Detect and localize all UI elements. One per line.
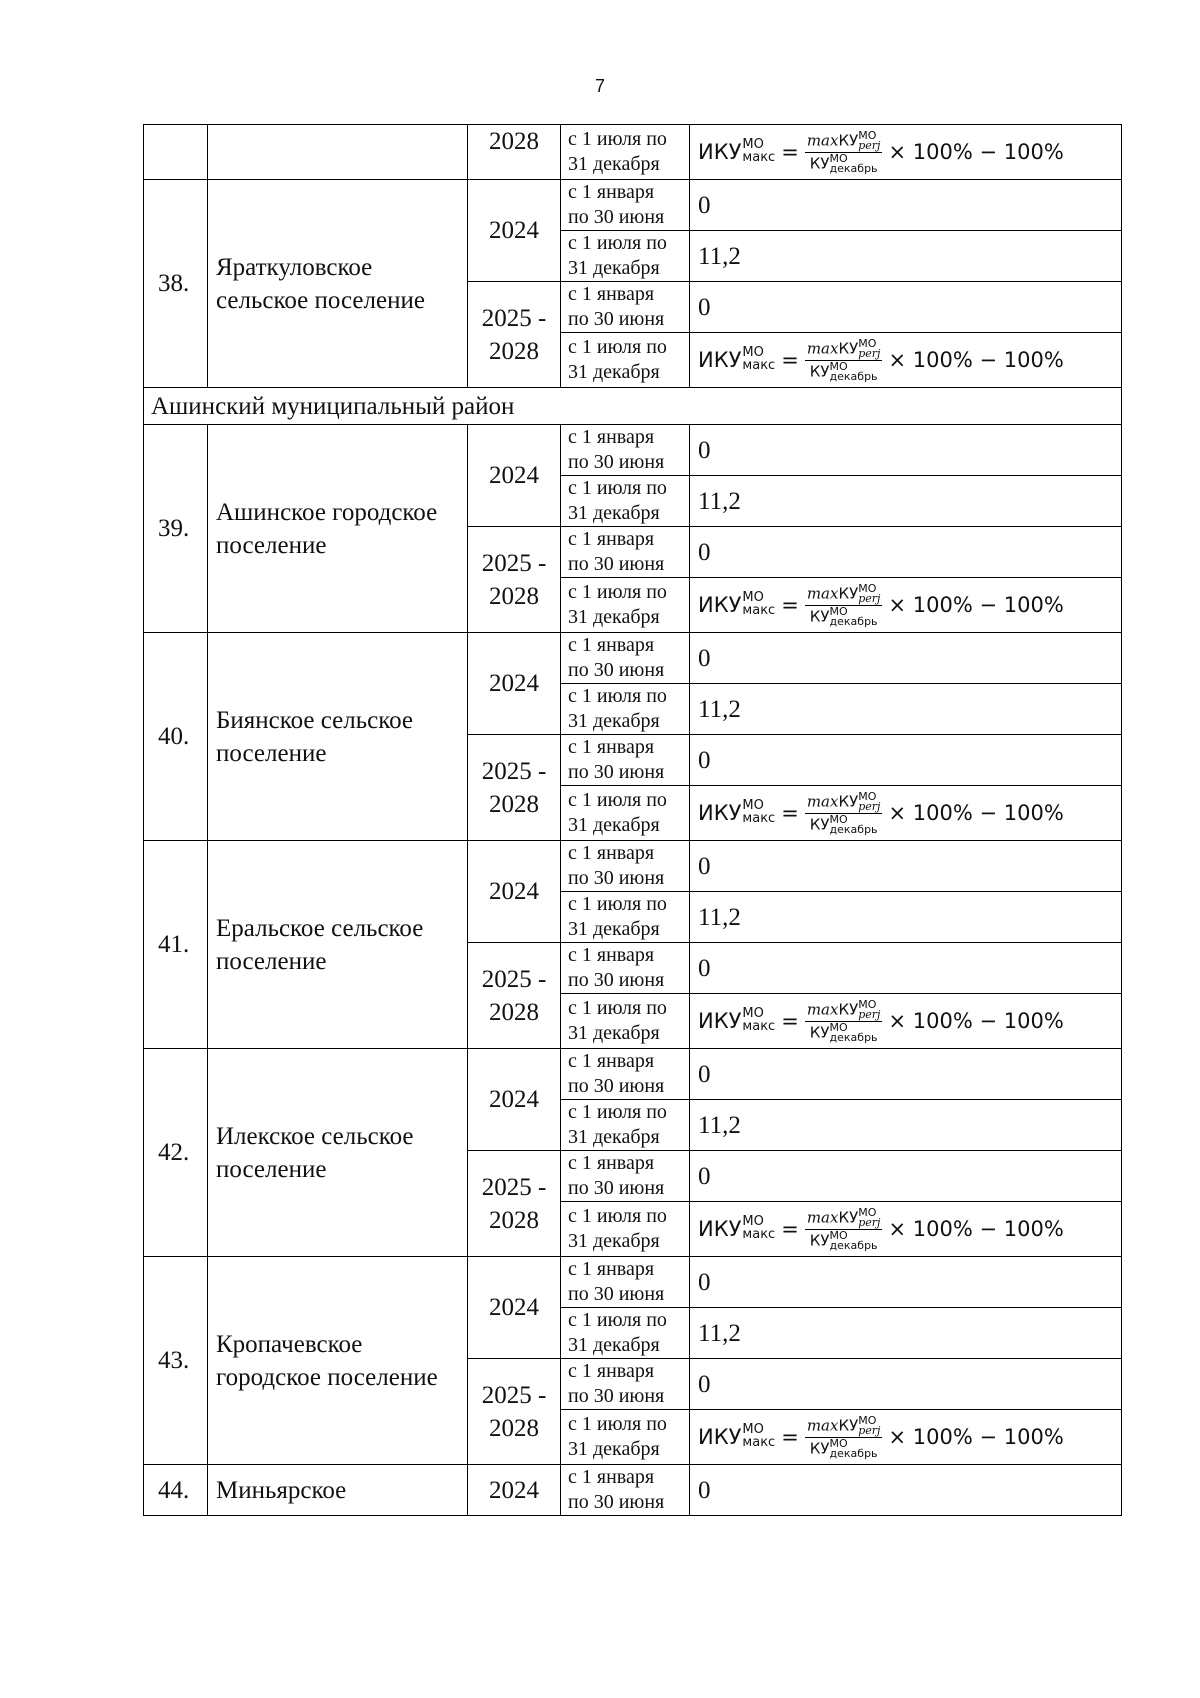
formula-den-sup: МО	[829, 1436, 848, 1450]
period-cell: с 1 июля по 31 декабря	[561, 892, 690, 943]
year-cell: 2024	[468, 425, 561, 527]
tariff-index-table	[143, 124, 1122, 1516]
formula-fraction	[805, 128, 883, 175]
formula	[698, 336, 1064, 383]
value-cell	[690, 994, 1122, 1049]
formula-den-sub: декабрь	[829, 1238, 878, 1252]
formula-prefix-sup: МО	[742, 137, 764, 152]
formula-tail: × 100% − 100%	[888, 592, 1064, 617]
formula-num-main: КУ	[838, 1000, 859, 1018]
formula-den-sup: МО	[829, 1020, 848, 1034]
period-cell: с 1 июля по 31 декабря	[561, 1410, 690, 1465]
period-cell: с 1 июля по 31 декабря	[561, 786, 690, 841]
row-number: 38.	[144, 180, 208, 388]
value-cell: 0	[690, 1151, 1122, 1202]
formula-denominator	[810, 1438, 878, 1459]
formula-num-sub: perj	[858, 138, 881, 152]
year-cell: 2025 - 2028	[468, 282, 561, 388]
value-cell: 0	[690, 1257, 1122, 1308]
formula-prefix-sub: макс	[742, 150, 776, 165]
formula-den-sub: декабрь	[829, 161, 878, 175]
table-row	[144, 633, 1122, 684]
value-cell: 11,2	[690, 231, 1122, 282]
formula-num-sup: МО	[858, 581, 877, 595]
formula-prefix-sub: макс	[742, 811, 776, 826]
formula	[698, 1205, 1064, 1252]
period-cell: с 1 января по 30 июня	[561, 282, 690, 333]
formula-num-prefix: max	[806, 339, 839, 357]
formula-prefix: ИКУ	[698, 592, 742, 617]
formula-den-main: КУ	[809, 1439, 830, 1457]
year-cell: 2028	[468, 125, 561, 180]
formula-den-indices	[829, 151, 878, 175]
formula-num-sub: perj	[858, 346, 881, 360]
table-row	[144, 1257, 1122, 1308]
formula-prefix-sub: макс	[742, 603, 776, 618]
value-cell: 0	[690, 180, 1122, 231]
formula-num-main: КУ	[838, 792, 859, 810]
period-cell: с 1 января по 30 июня	[561, 1151, 690, 1202]
value-cell: 11,2	[690, 892, 1122, 943]
formula-fraction	[805, 1413, 883, 1460]
formula-num-indices	[858, 997, 881, 1021]
formula-den-sup: МО	[829, 604, 848, 618]
formula-den-main: КУ	[809, 1231, 830, 1249]
formula-num-prefix: max	[806, 1000, 839, 1018]
formula-prefix: ИКУ	[698, 1008, 742, 1033]
year-cell: 2025 - 2028	[468, 1359, 561, 1465]
formula-den-indices	[829, 1436, 878, 1460]
value-cell: 11,2	[690, 1308, 1122, 1359]
period-cell: с 1 января по 30 июня	[561, 180, 690, 231]
period-cell: с 1 января по 30 июня	[561, 1257, 690, 1308]
formula-num-sub: perj	[858, 1423, 881, 1437]
formula-den-main: КУ	[809, 815, 830, 833]
year-cell: 2024	[468, 1049, 561, 1151]
formula-num-indices	[858, 581, 881, 605]
formula-den-sup: МО	[829, 151, 848, 165]
formula-num-indices	[858, 1205, 881, 1229]
formula-num-sub: perj	[858, 799, 881, 813]
formula-equals: =	[781, 1216, 799, 1241]
formula-prefix-indices	[742, 138, 775, 164]
formula-prefix-indices	[742, 1215, 775, 1241]
formula-prefix-sup: МО	[742, 1006, 764, 1021]
settlement-name: Яраткуловское сельское поселение	[208, 180, 468, 388]
formula-num-prefix: max	[806, 1416, 839, 1434]
formula-num-main: КУ	[838, 1416, 859, 1434]
value-cell	[690, 1202, 1122, 1257]
formula-num-sub: perj	[858, 1007, 881, 1021]
formula-den-sub: декабрь	[829, 822, 878, 836]
formula-tail: × 100% − 100%	[888, 1008, 1064, 1033]
formula-den-sub: декабрь	[829, 369, 878, 383]
formula-den-indices	[829, 812, 878, 836]
formula-equals: =	[781, 592, 799, 617]
formula-denominator	[810, 814, 878, 835]
formula-numerator	[805, 997, 883, 1022]
formula-num-main: КУ	[838, 584, 859, 602]
period-cell: с 1 июля по 31 декабря	[561, 125, 690, 180]
formula	[698, 997, 1064, 1044]
formula-tail: × 100% − 100%	[888, 1216, 1064, 1241]
formula-den-sub: декабрь	[829, 614, 878, 628]
formula-num-sup: МО	[858, 128, 877, 142]
formula	[698, 789, 1064, 836]
period-cell: с 1 июля по 31 декабря	[561, 684, 690, 735]
settlement-name: Еральское сельское поселение	[208, 841, 468, 1049]
row-number: 40.	[144, 633, 208, 841]
row-number	[144, 125, 208, 180]
formula-num-sup: МО	[858, 1205, 877, 1219]
formula-fraction	[805, 1205, 883, 1252]
formula-denominator	[810, 606, 878, 627]
formula-prefix-sup: МО	[742, 345, 764, 360]
row-number: 43.	[144, 1257, 208, 1465]
settlement-name: Миньярское	[208, 1465, 468, 1516]
value-cell: 11,2	[690, 684, 1122, 735]
formula-equals: =	[781, 139, 799, 164]
formula-numerator	[805, 336, 883, 361]
formula-equals: =	[781, 347, 799, 372]
formula-den-indices	[829, 604, 878, 628]
formula-tail: × 100% − 100%	[888, 347, 1064, 372]
year-cell: 2025 - 2028	[468, 527, 561, 633]
period-cell: с 1 июля по 31 декабря	[561, 333, 690, 388]
formula-prefix: ИКУ	[698, 1216, 742, 1241]
row-number: 42.	[144, 1049, 208, 1257]
table-row	[144, 841, 1122, 892]
table-row	[144, 180, 1122, 231]
formula-prefix-indices	[742, 591, 775, 617]
page-number: 7	[594, 76, 605, 96]
period-cell: с 1 января по 30 июня	[561, 425, 690, 476]
year-cell: 2025 - 2028	[468, 1151, 561, 1257]
year-cell: 2025 - 2028	[468, 943, 561, 1049]
value-cell	[690, 333, 1122, 388]
formula	[698, 581, 1064, 628]
value-cell: 11,2	[690, 1100, 1122, 1151]
formula-prefix: ИКУ	[698, 347, 742, 372]
value-cell	[690, 578, 1122, 633]
formula-prefix-sub: макс	[742, 358, 776, 373]
period-cell: с 1 июля по 31 декабря	[561, 476, 690, 527]
value-cell	[690, 786, 1122, 841]
period-cell: с 1 января по 30 июня	[561, 841, 690, 892]
value-cell	[690, 125, 1122, 180]
period-cell: с 1 июля по 31 декабря	[561, 1308, 690, 1359]
formula-numerator	[805, 1413, 883, 1438]
formula-fraction	[805, 581, 883, 628]
value-cell: 0	[690, 1359, 1122, 1410]
formula-fraction	[805, 789, 883, 836]
district-row	[144, 388, 1122, 425]
formula-num-indices	[858, 336, 881, 360]
period-cell: с 1 января по 30 июня	[561, 735, 690, 786]
formula-num-indices	[858, 128, 881, 152]
formula-tail: × 100% − 100%	[888, 139, 1064, 164]
settlement-name: Илекское сельское поселение	[208, 1049, 468, 1257]
value-cell: 0	[690, 735, 1122, 786]
formula-den-main: КУ	[809, 362, 830, 380]
formula-numerator	[805, 1205, 883, 1230]
formula-num-indices	[858, 789, 881, 813]
formula-num-sup: МО	[858, 997, 877, 1011]
formula-prefix-indices	[742, 346, 775, 372]
table-row	[144, 425, 1122, 476]
year-cell: 2024	[468, 1465, 561, 1516]
formula-num-sub: perj	[858, 1215, 881, 1229]
formula-numerator	[805, 581, 883, 606]
formula-den-indices	[829, 359, 878, 383]
value-cell: 0	[690, 1465, 1122, 1516]
formula-denominator	[810, 1230, 878, 1251]
formula-prefix: ИКУ	[698, 139, 742, 164]
formula-den-main: КУ	[809, 154, 830, 172]
formula-numerator	[805, 128, 883, 153]
formula-denominator	[810, 361, 878, 382]
formula-prefix-sub: макс	[742, 1435, 776, 1450]
formula-prefix-sup: МО	[742, 590, 764, 605]
value-cell: 0	[690, 1049, 1122, 1100]
formula-den-main: КУ	[809, 1023, 830, 1041]
table-row	[144, 1465, 1122, 1516]
formula-tail: × 100% − 100%	[888, 800, 1064, 825]
formula-den-main: КУ	[809, 607, 830, 625]
formula-den-sub: декабрь	[829, 1446, 878, 1460]
table-row	[144, 125, 1122, 180]
value-cell: 0	[690, 527, 1122, 578]
period-cell: с 1 июля по 31 декабря	[561, 231, 690, 282]
formula-num-sub: perj	[858, 591, 881, 605]
formula-num-sup: МО	[858, 336, 877, 350]
formula-equals: =	[781, 1424, 799, 1449]
formula-fraction	[805, 997, 883, 1044]
formula-num-sup: МО	[858, 1413, 877, 1427]
district-name: Ашинский муниципальный район	[144, 388, 1122, 425]
formula-prefix: ИКУ	[698, 800, 742, 825]
formula-den-indices	[829, 1020, 878, 1044]
formula-tail: × 100% − 100%	[888, 1424, 1064, 1449]
formula-num-prefix: max	[806, 792, 839, 810]
period-cell: с 1 января по 30 июня	[561, 943, 690, 994]
period-cell: с 1 января по 30 июня	[561, 1359, 690, 1410]
row-number: 41.	[144, 841, 208, 1049]
period-cell: с 1 января по 30 июня	[561, 1465, 690, 1516]
period-cell: с 1 июля по 31 декабря	[561, 1202, 690, 1257]
table-row	[144, 1049, 1122, 1100]
formula-prefix-sup: МО	[742, 1214, 764, 1229]
formula-prefix: ИКУ	[698, 1424, 742, 1449]
value-cell	[690, 1410, 1122, 1465]
settlement-name: Биянское сельское поселение	[208, 633, 468, 841]
year-cell: 2024	[468, 1257, 561, 1359]
period-cell: с 1 июля по 31 декабря	[561, 578, 690, 633]
formula-prefix-indices	[742, 799, 775, 825]
value-cell: 0	[690, 425, 1122, 476]
formula-numerator	[805, 789, 883, 814]
formula-num-prefix: max	[806, 131, 839, 149]
formula-equals: =	[781, 800, 799, 825]
formula-den-sup: МО	[829, 812, 848, 826]
value-cell: 0	[690, 282, 1122, 333]
value-cell: 0	[690, 943, 1122, 994]
year-cell: 2024	[468, 180, 561, 282]
formula-num-main: КУ	[838, 339, 859, 357]
formula-num-prefix: max	[806, 1208, 839, 1226]
row-number: 44.	[144, 1465, 208, 1516]
formula-prefix-sub: макс	[742, 1227, 776, 1242]
formula-den-sub: декабрь	[829, 1030, 878, 1044]
formula-num-prefix: max	[806, 584, 839, 602]
formula-denominator	[810, 153, 878, 174]
formula-den-sup: МО	[829, 359, 848, 373]
formula	[698, 1413, 1064, 1460]
formula-equals: =	[781, 1008, 799, 1033]
formula	[698, 128, 1064, 175]
period-cell: с 1 января по 30 июня	[561, 1049, 690, 1100]
formula-prefix-indices	[742, 1007, 775, 1033]
formula-prefix-sup: МО	[742, 1422, 764, 1437]
formula-den-sup: МО	[829, 1228, 848, 1242]
year-cell: 2024	[468, 633, 561, 735]
settlement-name: Кропачевское городское поселение	[208, 1257, 468, 1465]
formula-num-indices	[858, 1413, 881, 1437]
period-cell: с 1 июля по 31 декабря	[561, 1100, 690, 1151]
value-cell: 0	[690, 841, 1122, 892]
formula-num-main: КУ	[838, 1208, 859, 1226]
formula-prefix-indices	[742, 1423, 775, 1449]
period-cell: с 1 января по 30 июня	[561, 527, 690, 578]
year-cell: 2025 - 2028	[468, 735, 561, 841]
row-number: 39.	[144, 425, 208, 633]
settlement-name	[208, 125, 468, 180]
formula-num-sup: МО	[858, 789, 877, 803]
settlement-name: Ашинское городское поселение	[208, 425, 468, 633]
formula-den-indices	[829, 1228, 878, 1252]
formula-fraction	[805, 336, 883, 383]
year-cell: 2024	[468, 841, 561, 943]
formula-prefix-sup: МО	[742, 798, 764, 813]
formula-prefix-sub: макс	[742, 1019, 776, 1034]
value-cell: 11,2	[690, 476, 1122, 527]
value-cell: 0	[690, 633, 1122, 684]
formula-denominator	[810, 1022, 878, 1043]
period-cell: с 1 июля по 31 декабря	[561, 994, 690, 1049]
formula-num-main: КУ	[838, 131, 859, 149]
period-cell: с 1 января по 30 июня	[561, 633, 690, 684]
